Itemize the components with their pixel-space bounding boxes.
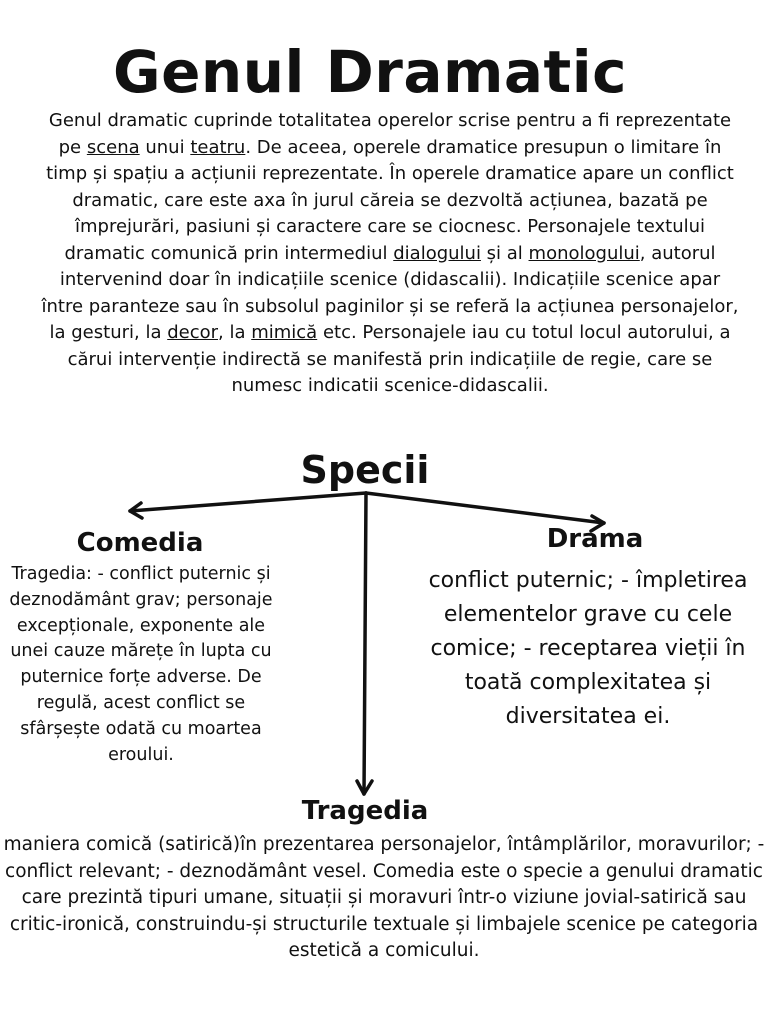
- link-teatru[interactable]: teatru: [190, 136, 246, 158]
- link-decor[interactable]: decor: [167, 322, 219, 343]
- link-scena[interactable]: scena: [86, 136, 140, 158]
- page-title: Genul Dramatic: [112, 38, 628, 106]
- drama-heading: Drama: [546, 524, 644, 554]
- intro-text-2: unui: [139, 136, 191, 158]
- intro-text-6: , la: [218, 322, 252, 343]
- comedia-heading: Comedia: [76, 528, 204, 558]
- tragedia-description: maniera comică (satirică)în prezentarea personajelor, întâmplărilor, moravurilor; - conflict relevant; - deznodământ vesel. Comedia este o specie a genului dramatic care prezintă tipuri umane, situații și moravuri într-o viziune jovial-satirică sau critic-ironică, construindu-și structurile textuale și limbajele scenice pe categoria estetică a comicului.: [3, 834, 765, 961]
- tragedia-heading: Tragedia: [301, 796, 429, 826]
- intro-text-7: etc. Personajele iau cu totul locul autorului, a cărui intervenție indirectă se manifestă prin indicațiile de regie, care se numesc indicatii scenice-didascalii.: [67, 322, 731, 396]
- arrow-right-line: [366, 493, 604, 523]
- comedia-description: Tragedia: - conflict puternic și deznodământ grav; personaje excepționale, exponente ale unei cauze mărețe în lupta cu puternice forțe adverse. De regulă, acest conflict se sfârșește odată cu moartea eroului.: [9, 564, 273, 765]
- arrow-down-line: [364, 493, 366, 794]
- intro-text-1: Genul dramatic cuprinde totalitatea operelor scrise pentru a fi reprezentate pe: [48, 110, 732, 158]
- intro-text-5: , autorul intervenind doar în indicațiile scenice (didascalii). Indicațiile scenice apar între paranteze sau în subsolul paginilor și se referă la acțiunea personajelor, la gesturi, la: [41, 242, 739, 343]
- link-monologului[interactable]: monologului: [528, 242, 640, 264]
- diagram-center-heading: Specii: [300, 448, 430, 492]
- intro-text-4: și al: [480, 242, 529, 264]
- arrow-left-line: [130, 493, 366, 511]
- drama-description: conflict puternic; - împletirea elementelor grave cu cele comice; - receptarea vieții în toată complexitatea și diversitatea ei.: [428, 568, 748, 729]
- link-mimica[interactable]: mimică: [251, 322, 318, 343]
- intro-text-3: . De aceea, operele dramatice presupun o limitare în timp și spațiu a acțiunii reprezentate. În operele dramatice apare un conflict dramatic, care este axa în jurul căreia se dezvoltă acțiunea, bazată pe împrejurări, pasiuni și caractere care se ciocnesc. Personajele textului dramatic comunică prin intermediul: [46, 136, 734, 264]
- link-dialogului[interactable]: dialogului: [393, 242, 481, 264]
